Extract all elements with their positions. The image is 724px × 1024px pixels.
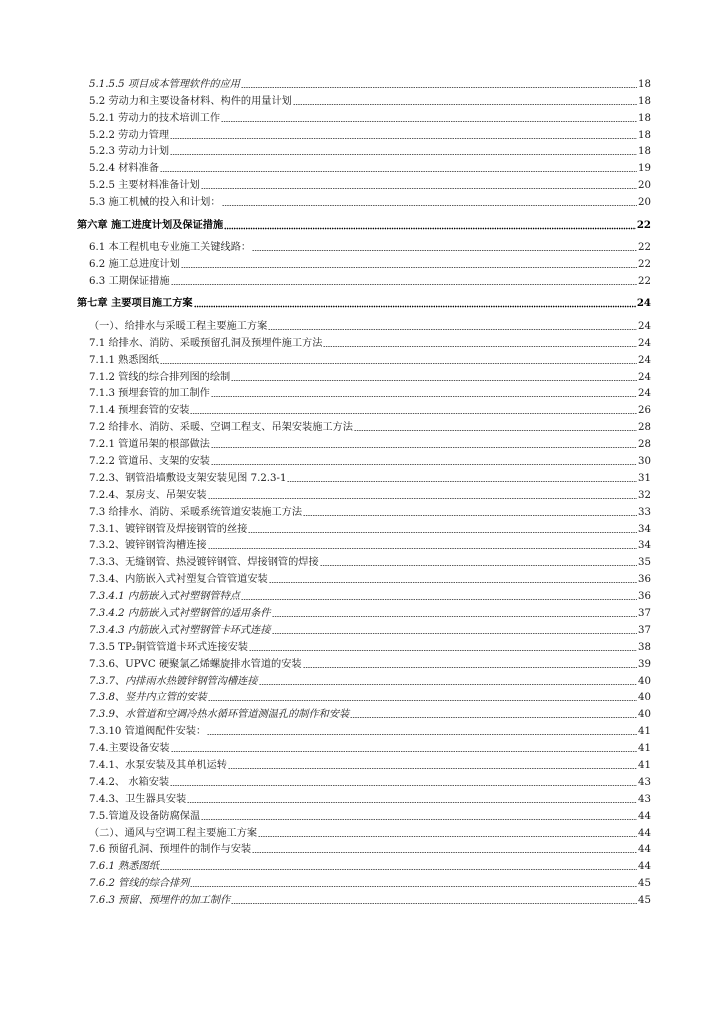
toc-entry-title: 7.3.3、无缝钢管、热浸镀锌钢管、焊接钢管的焊接 (89, 557, 319, 569)
toc-entry-title: 7.3.2、镀锌钢管沟槽连接 (89, 540, 207, 552)
toc-entry[interactable] (0, 772, 724, 789)
toc-entry[interactable] (0, 704, 724, 721)
toc-entry[interactable] (0, 125, 724, 142)
toc-entry[interactable] (0, 552, 724, 569)
dot-leader (350, 709, 637, 719)
toc-entry-title: 5.2.1 劳动力的技术培训工作 (89, 112, 221, 124)
toc-page-number: 24 (638, 388, 651, 400)
toc-entry[interactable] (0, 74, 724, 91)
toc-page-number: 34 (638, 523, 651, 535)
dot-leader (224, 220, 636, 230)
toc-entry[interactable] (0, 485, 724, 502)
toc-entry[interactable] (0, 400, 724, 417)
toc-entry-title: 7.4.1、水泵安装及其单机运转 (89, 760, 227, 771)
dot-leader (259, 676, 637, 686)
toc-entry-title: 第七章 主要项目施工方案 (77, 297, 193, 310)
toc-chapter-entry[interactable] (0, 293, 724, 310)
toc-entry[interactable] (0, 468, 724, 485)
toc-entry[interactable] (0, 350, 724, 367)
toc-entry-title: 7.4.3、卫生器具安装 (89, 793, 187, 805)
toc-entry-title: 7.4.主要设备安装 (89, 743, 170, 755)
dot-leader (208, 540, 637, 550)
toc-entry[interactable] (0, 254, 724, 271)
toc-entry[interactable] (0, 316, 724, 333)
dot-leader (303, 507, 637, 517)
toc-entry[interactable] (0, 840, 724, 857)
toc-page-number: 22 (638, 258, 651, 270)
dot-leader (190, 405, 637, 415)
dot-leader (303, 659, 637, 669)
toc-page-number: 33 (638, 506, 651, 518)
toc-entry[interactable] (0, 502, 724, 519)
dot-leader (323, 338, 637, 348)
dot-leader (181, 259, 637, 269)
dot-leader (208, 490, 637, 500)
toc-page-number: 18 (638, 146, 651, 158)
toc-page-number: 24 (636, 297, 651, 310)
dot-leader (201, 811, 637, 821)
toc-entry-title: 7.6.3 预留、预埋件的加工制作 (89, 895, 231, 907)
toc-entry[interactable] (0, 237, 724, 254)
dot-leader (231, 895, 637, 905)
toc-page-number: 22 (638, 242, 651, 254)
toc-entry-title: 7.3.4.1 内筋嵌入式衬塑钢管特点 (89, 591, 240, 603)
toc-page-number: 28 (638, 439, 651, 451)
toc-entry[interactable] (0, 671, 724, 688)
toc-entry-title: 7.1.4 预埋套管的安装 (89, 405, 190, 417)
toc-page-number: 18 (638, 78, 651, 90)
toc-entry[interactable] (0, 158, 724, 175)
toc-entry[interactable] (0, 856, 724, 873)
toc-page-number: 36 (638, 591, 651, 603)
toc-entry[interactable] (0, 271, 724, 288)
dot-leader (194, 298, 636, 308)
toc-page-number: 39 (638, 658, 651, 670)
dot-leader (228, 760, 637, 770)
toc-page-number: 40 (638, 709, 651, 721)
toc-page-number: 18 (638, 129, 651, 141)
toc-entry[interactable] (0, 451, 724, 468)
toc-entry[interactable] (0, 738, 724, 755)
toc-entry-title: 5.2.3 劳动力计划 (89, 146, 170, 158)
toc-entry-title: 7.3.1、镀锌钢管及焊接钢管的丝接 (89, 523, 248, 535)
toc-entry-title: 5.2.5 主要材料准备计划 (89, 180, 200, 192)
dot-leader (222, 197, 638, 207)
toc-entry-title: 7.4.2、 水箱安装 (89, 776, 170, 788)
toc-entry[interactable] (0, 873, 724, 890)
toc-entry[interactable] (0, 654, 724, 671)
toc-page-number: 26 (638, 405, 651, 417)
toc-entry-title: 5.2.2 劳动力管理 (89, 129, 170, 141)
toc-entry-title: 7.5.管道及设备防腐保温 (89, 810, 201, 822)
dot-leader (208, 692, 637, 702)
toc-entry[interactable] (0, 890, 724, 907)
toc-entry-title: 7.3.6、UPVC 硬聚氯乙烯螺旋排水管道的安装 (89, 658, 302, 670)
toc-page-number: 22 (638, 275, 651, 287)
dot-leader (268, 321, 637, 331)
toc-page-number: 40 (638, 692, 651, 704)
toc-entry-title: 7.3 给排水、消防、采暖系统管道安装施工方法 (89, 506, 303, 518)
toc-page-number: 37 (638, 607, 651, 619)
dot-leader (354, 422, 637, 432)
toc-page-number: 43 (638, 776, 651, 788)
toc-entry-title: 7.3.5 TP₂铜管管道卡环式连接安装 (89, 641, 248, 653)
dot-leader (160, 355, 637, 365)
toc-entry-title: 7.6.1 熟悉图纸 (89, 861, 159, 873)
dot-leader (170, 777, 637, 787)
dot-leader (190, 878, 637, 888)
toc-entry-title: 7.3.7、内排雨水热镀锌钢管沟槽连接 (89, 675, 258, 687)
toc-entry-title: 6.1 本工程机电专业施工关键线路： (89, 242, 252, 254)
toc-page-number: 30 (638, 455, 651, 467)
toc-entry-title: 5.2 劳动力和主要设备材料、构件的用量计划 (89, 95, 292, 107)
toc-page-number: 22 (636, 218, 651, 231)
toc-entry[interactable] (0, 603, 724, 620)
toc-entry[interactable] (0, 721, 724, 738)
toc-entry-title: 7.2.2 管道吊、支架的安装 (89, 455, 210, 467)
toc-page-number: 20 (638, 197, 651, 209)
toc-page-number: 44 (638, 844, 651, 856)
toc-entry-title: 7.6 预留孔洞、预埋件的制作与安装 (89, 844, 252, 856)
toc-page-number: 44 (638, 861, 651, 873)
toc-entry-title: 第六章 施工进度计划及保证措施 (77, 218, 224, 231)
toc-entry-title: 7.3.8、竖井内立管的安装 (89, 692, 207, 704)
toc-entry-title: 7.3.4.2 内筋嵌入式衬塑钢管的适用条件 (89, 607, 271, 619)
dot-leader (171, 743, 637, 753)
toc-entry-title: 7.2.1 管道吊架的根部做法 (89, 439, 210, 451)
toc-entry[interactable] (0, 620, 724, 637)
dot-leader (187, 794, 637, 804)
toc-entry[interactable] (0, 536, 724, 553)
toc-page-number: 18 (638, 95, 651, 107)
toc-page-number: 44 (638, 827, 651, 839)
dot-leader (241, 79, 637, 89)
toc-entry-title: 7.3.4.3 内筋嵌入式衬塑钢管卡环式连接 (89, 624, 271, 636)
dot-leader (160, 861, 637, 871)
toc-page-number: 20 (638, 180, 651, 192)
toc-page-number: 34 (638, 540, 651, 552)
toc-entry[interactable] (0, 91, 724, 108)
toc-page-number: 41 (638, 726, 651, 738)
toc-page-number: 44 (638, 810, 651, 822)
toc-entry[interactable] (0, 333, 724, 350)
toc-entry-title: 7.1.3 预埋套管的加工制作 (89, 388, 210, 400)
toc-page-number: 35 (638, 557, 651, 569)
dot-leader (171, 276, 637, 286)
dot-leader (258, 828, 637, 838)
toc-page-number: 18 (638, 112, 651, 124)
toc-page-number: 45 (638, 878, 651, 890)
toc-entry[interactable] (0, 519, 724, 536)
toc-page-number: 32 (638, 489, 651, 501)
toc-page-number: 38 (638, 641, 651, 653)
dot-leader (249, 642, 637, 652)
toc-entry-title: 7.2.4、泵房支、吊架安装 (89, 489, 207, 501)
toc-entry-title: 7.1.2 管线的综合排列图的绘制 (89, 371, 231, 383)
dot-leader (287, 473, 637, 483)
toc-page-number: 41 (638, 743, 651, 755)
toc-entry-title: 7.6.2 管线的综合排列 (89, 878, 190, 890)
toc-entry[interactable] (0, 384, 724, 401)
toc-entry-title: 7.1.1 熟悉图纸 (89, 354, 159, 366)
toc-entry-title: （二）、通风与空调工程主要施工方案 (89, 827, 258, 839)
toc-entry[interactable] (0, 789, 724, 806)
toc-entry[interactable] (0, 688, 724, 705)
toc-entry[interactable] (0, 569, 724, 586)
toc-page-number: 41 (638, 760, 651, 771)
toc-entry[interactable] (0, 806, 724, 823)
dot-leader (248, 524, 637, 534)
dot-leader (231, 372, 637, 382)
dot-leader (320, 557, 637, 567)
dot-leader (211, 456, 637, 466)
toc-entry-title: 5.2.4 材料准备 (89, 163, 159, 175)
toc-page-number: 43 (638, 793, 651, 805)
toc-page-number: 24 (638, 371, 651, 383)
toc-page-number: 24 (638, 354, 651, 366)
toc-entry-title: 7.3.9、水管道和空调冷热水循环管道测温孔的制作和安装 (89, 709, 350, 721)
toc-entry-title: 7.3.10 管道阀配件安装： (89, 726, 207, 738)
toc-entry[interactable] (0, 637, 724, 654)
toc-entry[interactable] (0, 434, 724, 451)
toc-entry-title: 7.1 给排水、消防、采暖预留孔洞及预埋件施工方法 (89, 337, 323, 349)
toc-page-number: 37 (638, 624, 651, 636)
toc-chapter-entry[interactable] (0, 215, 724, 232)
table-of-contents (0, 74, 724, 907)
toc-entry[interactable] (0, 142, 724, 159)
toc-entry[interactable] (0, 755, 724, 772)
toc-page-number: 45 (638, 895, 651, 907)
toc-entry[interactable] (0, 175, 724, 192)
dot-leader (207, 726, 637, 736)
toc-entry[interactable] (0, 823, 724, 840)
toc-page-number: 40 (638, 675, 651, 687)
dot-leader (211, 439, 637, 449)
dot-leader (293, 96, 637, 106)
toc-page-number: 24 (638, 320, 651, 332)
toc-entry[interactable] (0, 586, 724, 603)
dot-leader (160, 163, 637, 173)
toc-entry-title: 6.3 工期保证措施 (89, 275, 170, 287)
toc-entry[interactable] (0, 108, 724, 125)
dot-leader (170, 146, 637, 156)
toc-page-number: 31 (638, 472, 651, 484)
toc-entry-title: 7.2 给排水、消防、采暖、空调工程支、吊架安装施工方法 (89, 422, 353, 434)
dot-leader (241, 591, 637, 601)
dot-leader (221, 113, 637, 123)
toc-entry-title: 6.2 施工总进度计划 (89, 258, 180, 270)
toc-page-number: 24 (638, 337, 651, 349)
toc-page-number: 19 (638, 163, 651, 175)
toc-entry-title: 7.3.4、内筋嵌入式衬塑复合管管道安装 (89, 574, 268, 586)
toc-entry[interactable] (0, 417, 724, 434)
dot-leader (211, 388, 637, 398)
toc-page-number: 28 (638, 422, 651, 434)
dot-leader (201, 180, 637, 190)
dot-leader (272, 625, 638, 635)
toc-entry-title: 5.1.5.5 项目成本管理软件的应用 (89, 78, 240, 90)
dot-leader (269, 574, 637, 584)
dot-leader (252, 844, 637, 854)
toc-page-number: 36 (638, 574, 651, 586)
toc-entry[interactable] (0, 192, 724, 209)
dot-leader (252, 242, 637, 252)
toc-entry-title: （一）、给排水与采暖工程主要施工方案 (89, 320, 268, 332)
toc-entry-title: 7.2.3、钢管沿墙敷设支架安装见图 7.2.3-1 (89, 472, 287, 484)
dot-leader (170, 130, 637, 140)
toc-entry[interactable] (0, 367, 724, 384)
toc-entry-title: 5.3 施工机械的投入和计划： (89, 197, 221, 209)
dot-leader (272, 608, 638, 618)
